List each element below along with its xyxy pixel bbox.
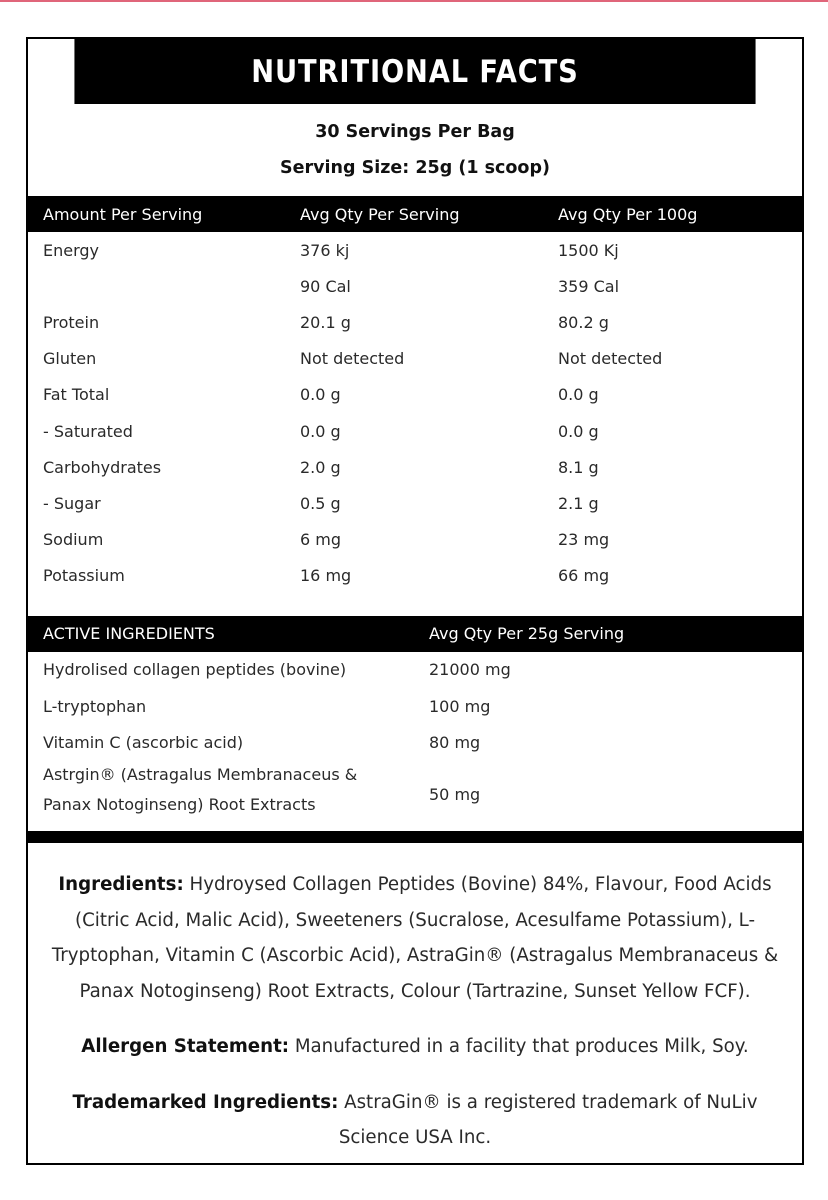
nutrient-name: Protein: [43, 312, 100, 332]
nutrient-name: Gluten: [43, 349, 97, 369]
nutrient-name: Carbohydrates: [43, 457, 162, 477]
qty-per-100g: 359 Cal: [558, 276, 620, 296]
ingredient-qty: 80 mg: [429, 732, 481, 752]
section-spacer: [28, 594, 802, 616]
panel-title: NUTRITIONAL FACTS: [74, 39, 755, 104]
ingredient-name: Hydrolised collagen peptides (bovine): [43, 660, 347, 680]
qty-per-100g: 8.1 g: [558, 457, 599, 477]
table-row: [28, 268, 802, 304]
table-row: [28, 652, 802, 688]
qty-per-serving: 2.0 g: [300, 457, 341, 477]
active-ingredients-body: [28, 652, 802, 829]
ingredient-qty: 100 mg: [429, 696, 491, 716]
nutrient-name: Energy: [43, 240, 100, 260]
serving-size: Serving Size: 25g (1 scoop): [280, 158, 550, 178]
ingredient-name: Astrgin® (Astragalus Membranaceus & Panax Notoginseng) Root Extracts: [43, 765, 358, 815]
qty-per-100g: 66 mg: [558, 566, 610, 586]
nutrient-name: Fat Total: [43, 385, 110, 405]
nutrient-name: - Sugar: [43, 493, 101, 513]
trademark-paragraph: [42, 1085, 788, 1156]
ingredients-text: Hydroysed Collagen Peptides (Bovine) 84%, Flavour, Food Acids (Citric Acid, Malic Acid), Sweeteners (Sucralose, Acesulfame Potassium), L-Tryptophan, Vitamin C (Ascorbic Acid), AstraGin® (Astragalus Membranaceus & Panax Notoginseng) Root Extracts, Colour (Tartrazine, Sunset Yellow FCF).: [51, 874, 779, 1002]
qty-per-100g: 80.2 g: [558, 312, 609, 332]
ingredient-qty: 50 mg: [429, 784, 481, 804]
allergen-text: Manufactured in a facility that produces Milk, Soy.: [289, 1036, 749, 1058]
nutrition-panel: [26, 37, 804, 1165]
qty-per-serving: 0.0 g: [300, 421, 341, 441]
active-header-col2: Avg Qty Per 25g Serving: [429, 624, 625, 644]
table-row: [28, 341, 802, 377]
ingredients-label: Ingredients:: [58, 874, 184, 896]
table-row: [28, 377, 802, 413]
nutrient-name: Potassium: [43, 566, 125, 586]
ingredient-name: Vitamin C (ascorbic acid): [43, 732, 244, 752]
qty-per-100g: 2.1 g: [558, 493, 599, 513]
allergen-paragraph: [42, 1029, 788, 1065]
qty-per-serving: 20.1 g: [300, 312, 351, 332]
allergen-label: Allergen Statement:: [81, 1036, 290, 1058]
ingredient-qty: 21000 mg: [429, 660, 511, 680]
active-header-col1: ACTIVE INGREDIENTS: [43, 624, 215, 644]
table-row: [28, 485, 802, 521]
top-accent-border: [0, 0, 828, 2]
nutrition-header-row: [28, 196, 802, 232]
qty-per-serving: 16 mg: [300, 566, 352, 586]
qty-per-serving: 90 Cal: [300, 276, 351, 296]
qty-per-serving: Not detected: [300, 349, 405, 369]
table-row: [28, 232, 802, 268]
section-divider: [28, 831, 802, 843]
table-row: [28, 449, 802, 485]
qty-per-100g: 0.0 g: [558, 385, 599, 405]
nutrition-header-col1: Amount Per Serving: [43, 204, 203, 224]
qty-per-serving: 6 mg: [300, 530, 342, 550]
table-row: [28, 688, 802, 724]
ingredients-paragraph: [42, 867, 788, 1009]
table-row: [28, 304, 802, 340]
serving-info: [28, 104, 802, 196]
nutrition-header-col3: Avg Qty Per 100g: [558, 204, 698, 224]
qty-per-serving: 376 kj: [300, 240, 350, 260]
notes-section: [28, 843, 802, 1156]
qty-per-100g: 1500 Kj: [558, 240, 619, 260]
table-row: [28, 724, 802, 760]
qty-per-serving: 0.0 g: [300, 385, 341, 405]
active-ingredients-header-row: [28, 616, 802, 652]
nutrient-name: Sodium: [43, 530, 104, 550]
table-row: [28, 413, 802, 449]
servings-per-bag: 30 Servings Per Bag: [315, 122, 515, 142]
table-row: [28, 760, 802, 828]
qty-per-100g: 23 mg: [558, 530, 610, 550]
table-row: [28, 558, 802, 594]
qty-per-100g: 0.0 g: [558, 421, 599, 441]
ingredient-name: L-tryptophan: [43, 696, 147, 716]
table-row: [28, 522, 802, 558]
trademark-text: AstraGin® is a registered trademark of NuLiv Science USA Inc.: [338, 1091, 758, 1149]
nutrient-name: - Saturated: [43, 421, 133, 441]
trademark-label: Trademarked Ingredients:: [72, 1091, 339, 1113]
nutrition-table-body: [28, 232, 802, 594]
qty-per-100g: Not detected: [558, 349, 663, 369]
qty-per-serving: 0.5 g: [300, 493, 341, 513]
nutrition-header-col2: Avg Qty Per Serving: [300, 204, 460, 224]
